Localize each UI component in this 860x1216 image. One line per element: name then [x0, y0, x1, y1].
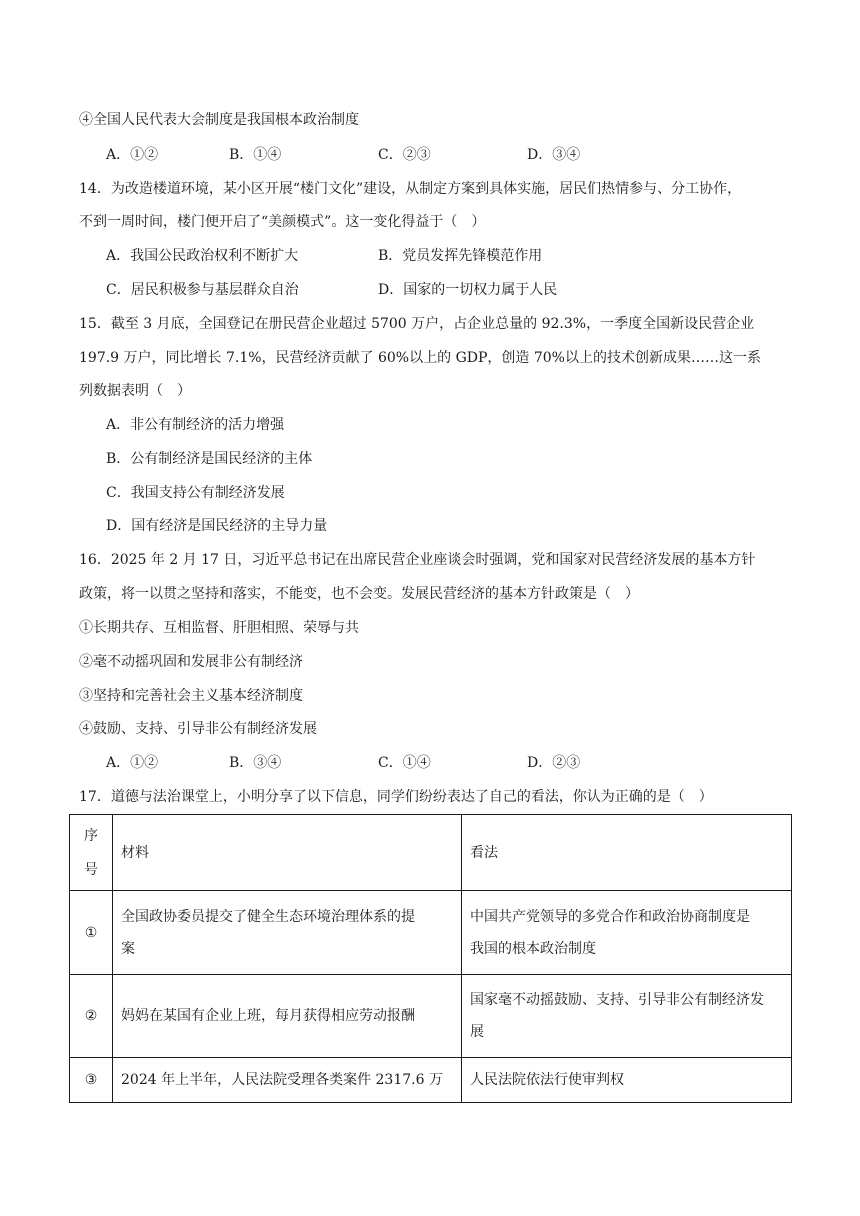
- q14-stem-line-1: 14．为改造楼道环境，某小区开展“楼门文化”建设，从制定方案到具体实施，居民们热情参与、分工协作，: [79, 181, 742, 197]
- q14-stem-line-2: 不到一周时间，楼门便开启了“美颜模式”。这一变化得益于（ ）: [79, 214, 486, 230]
- q13-statement-4: ④全国人民代表大会制度是我国根本政治制度: [79, 112, 359, 128]
- table-row: [70, 891, 792, 975]
- q15-stem-line-2: 197.9 万户，同比增长 7.1%，民营经济贡献了 60%以上的 GDP，创造 70%以上的技术创新成果……这一系: [79, 350, 761, 366]
- row-material: 2024 年上半年，人民法院受理各类案件 2317.6 万: [113, 1058, 462, 1103]
- header-number: 序 号: [70, 815, 113, 891]
- q13-option-c: C．②③: [378, 147, 431, 163]
- q15-option-c: C．我国支持公有制经济发展: [106, 485, 285, 501]
- row-number: ③: [70, 1058, 113, 1103]
- q17-material-table: [69, 814, 792, 1103]
- q16-statement-1: ①长期共存、互相监督、肝胆相照、荣辱与共: [79, 620, 359, 636]
- row-material: 全国政协委员提交了健全生态环境治理体系的提 案: [113, 891, 462, 975]
- row-view: 中国共产党领导的多党合作和政治协商制度是 我国的根本政治制度: [462, 891, 792, 975]
- q14-option-c: C．居民积极参与基层群众自治: [106, 282, 299, 298]
- header-view: 看法: [462, 815, 792, 891]
- q14-option-d: D．国家的一切权力属于人民: [378, 282, 558, 298]
- row-view: 国家毫不动摇鼓励、支持、引导非公有制经济发 展: [462, 975, 792, 1058]
- q15-option-a: A．非公有制经济的活力增强: [106, 417, 285, 433]
- q15-option-d: D．国有经济是国民经济的主导力量: [106, 518, 328, 534]
- q16-option-d: D．②③: [527, 755, 581, 771]
- q13-option-b: B．①④: [229, 147, 282, 163]
- table-row: [70, 975, 792, 1058]
- q16-stem-line-1: 16．2025 年 2 月 17 日，习近平总书记在出席民营企业座谈会时强调，党和国家对民营经济发展的基本方针: [79, 552, 756, 568]
- q16-statement-2: ②毫不动摇巩固和发展非公有制经济: [79, 654, 303, 670]
- q16-statement-4: ④鼓励、支持、引导非公有制经济发展: [79, 721, 317, 737]
- table-row: [70, 1058, 792, 1103]
- header-material: 材料: [113, 815, 462, 891]
- q13-option-a: A．①②: [106, 147, 159, 163]
- q16-option-b: B．③④: [229, 755, 282, 771]
- row-number: ②: [70, 975, 113, 1058]
- row-material: 妈妈在某国有企业上班，每月获得相应劳动报酬: [113, 975, 462, 1058]
- q13-option-d: D．③④: [527, 147, 581, 163]
- q14-option-a: A．我国公民政治权利不断扩大: [106, 248, 299, 264]
- q14-option-b: B．党员发挥先锋模范作用: [378, 248, 543, 264]
- q16-statement-3: ③坚持和完善社会主义基本经济制度: [79, 688, 303, 704]
- row-number: ①: [70, 891, 113, 975]
- q16-stem-line-2: 政策，将一以贯之坚持和落实，不能变，也不会变。发展民营经济的基本方针政策是（ ）: [79, 586, 639, 602]
- q15-option-b: B．公有制经济是国民经济的主体: [106, 451, 313, 467]
- row-view: 人民法院依法行使审判权: [462, 1058, 792, 1103]
- q15-stem-line-3: 列数据表明（ ）: [79, 383, 191, 399]
- table-header-row: [70, 815, 792, 891]
- q16-option-a: A．①②: [106, 755, 159, 771]
- q16-option-c: C．①④: [378, 755, 431, 771]
- q15-stem-line-1: 15．截至 3 月底，全国登记在册民营企业超过 5700 万户，占企业总量的 92.3%，一季度全国新设民营企业: [79, 316, 755, 332]
- q17-stem: 17．道德与法治课堂上，小明分享了以下信息，同学们纷纷表达了自己的看法，你认为正确的是（ ）: [79, 789, 713, 805]
